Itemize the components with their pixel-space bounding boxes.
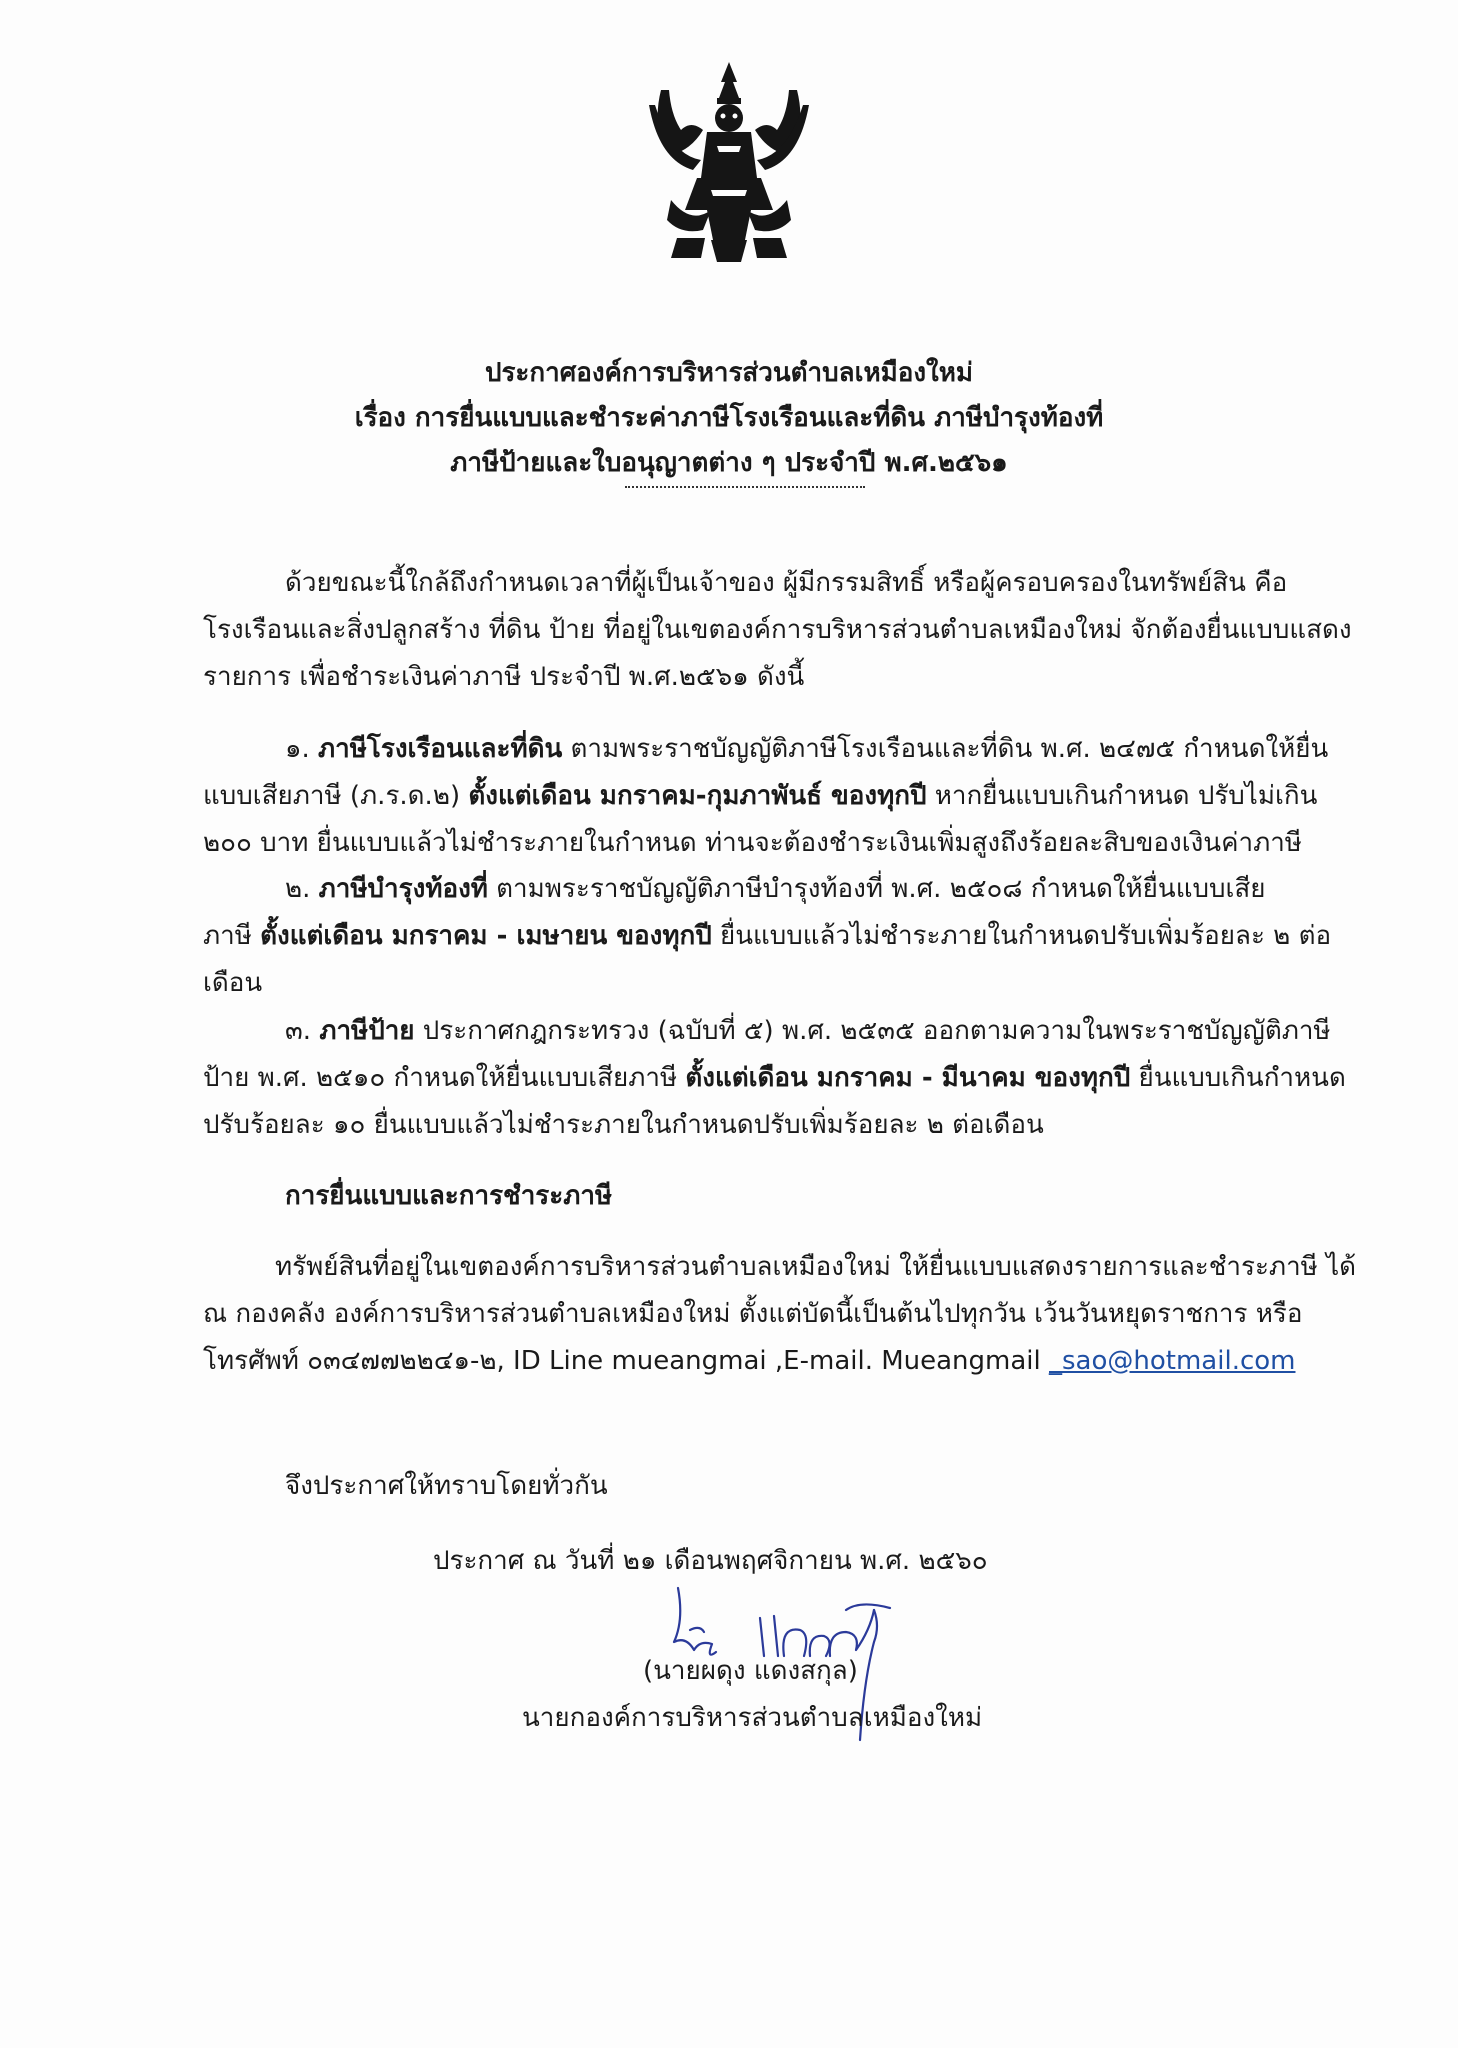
announcement-subject-cont: ภาษีป้ายและใบอนุญาตต่าง ๆ ประจำปี พ.ศ.๒๕๖๑ (450, 448, 1008, 478)
item2-line-1 (285, 868, 1265, 909)
item3-number: ๓. (285, 1016, 320, 1046)
filing-line-1: ทรัพย์สินที่อยู่ในเขตองค์การบริหารส่วนตำบลเหมืองใหม่ ให้ยื่นแบบแสดงรายการและชำระภาษี ได้ (275, 1252, 1357, 1282)
item3-period: ตั้งแต่เดือน มกราคม - มีนาคม ของทุกปี (685, 1063, 1131, 1093)
filing-line-3 (203, 1340, 1295, 1381)
item1-text: ตามพระราชบัญญัติภาษีโรงเรือนและที่ดิน พ.ศ. ๒๔๗๕ กำหนดให้ยื่น (562, 734, 1329, 764)
item1-line-2 (203, 775, 1317, 816)
email-link[interactable]: _sao@hotmail.com (1049, 1346, 1296, 1376)
announce-date: ประกาศ ณ วันที่ ๒๑ เดือนพฤศจิกายน พ.ศ. ๒๕๖๐ (433, 1546, 988, 1576)
item3-title: ภาษีป้าย (319, 1016, 415, 1046)
item1-number: ๑. (285, 734, 319, 764)
item1-text: แบบเสียภาษี (ภ.ร.ด.๒) (203, 781, 469, 811)
item2-text: ยื่นแบบแล้วไม่ชำระภายในกำหนดปรับเพิ่มร้อยละ ๒ ต่อ (711, 921, 1332, 951)
item2-line-3: เดือน (203, 968, 263, 998)
filing-heading: การยื่นแบบและการชำระภาษี (285, 1181, 613, 1211)
item1-period: ตั้งแต่เดือน มกราคม-กุมภาพันธ์ ของทุกปี (468, 781, 927, 811)
item2-line-2 (203, 915, 1331, 956)
item2-text: ภาษี (203, 921, 261, 951)
garuda-emblem (641, 60, 817, 265)
item2-number: ๒. (285, 874, 319, 904)
item1-line-3: ๒๐๐ บาท ยื่นแบบแล้วไม่ชำระภายในกำหนด ท่านจะต้องชำระเงินเพิ่มสูงถึงร้อยละสิบของเงินค่าภาษี (203, 828, 1302, 858)
item2-period: ตั้งแต่เดือน มกราคม - เมษายน ของทุกปี (260, 921, 712, 951)
item2-text: ตามพระราชบัญญัติภาษีบำรุงท้องที่ พ.ศ. ๒๕๐๘ กำหนดให้ยื่นแบบเสีย (487, 874, 1266, 904)
filing-line-2: ณ กองคลัง องค์การบริหารส่วนตำบลเหมืองใหม่ ตั้งแต่บัดนี้เป็นต้นไปทุกวัน เว้นวันหยุดราชการ หรือ (203, 1299, 1303, 1329)
item3-line-1 (285, 1010, 1331, 1051)
item3-text: ประกาศกฎกระทรวง (ฉบับที่ ๕) พ.ศ. ๒๕๓๕ ออกตามความในพระราชบัญญัติภาษี (414, 1016, 1331, 1046)
item3-line-2 (203, 1057, 1346, 1098)
item1-text: หากยื่นแบบเกินกำหนด ปรับไม่เกิน (926, 781, 1318, 811)
intro-line-1: ด้วยขณะนี้ใกล้ถึงกำหนดเวลาที่ผู้เป็นเจ้าของ ผู้มีกรรมสิทธิ์ หรือผู้ครอบครองในทรัพย์สิน คือ (285, 568, 1288, 598)
signer-position: นายกองค์การบริหารส่วนตำบลเหมืองใหม่ (522, 1703, 983, 1733)
item3-text: ยื่นแบบเกินกำหนด (1130, 1063, 1346, 1093)
announcement-subject: เรื่อง การยื่นแบบและชำระค่าภาษีโรงเรือนและที่ดิน ภาษีบำรุงท้องที่ (354, 403, 1104, 433)
intro-line-2: โรงเรือนและสิ่งปลูกสร้าง ที่ดิน ป้าย ที่อยู่ในเขตองค์การบริหารส่วนตำบลเหมืองใหม่ จักต้องยื่นแบบแสดง (203, 615, 1352, 645)
intro-line-3: รายการ เพื่อชำระเงินค่าภาษี ประจำปี พ.ศ.๒๕๖๑ ดังนี้ (203, 662, 805, 692)
announcement-title: ประกาศองค์การบริหารส่วนตำบลเหมืองใหม่ (484, 358, 974, 388)
item1-title: ภาษีโรงเรือนและที่ดิน (318, 734, 563, 764)
signer-name: (นายผดุง แดงสกุล) (643, 1656, 858, 1686)
item1-line-1 (285, 728, 1328, 769)
announce-line: จึงประกาศให้ทราบโดยทั่วกัน (285, 1471, 608, 1501)
item2-title: ภาษีบำรุงท้องที่ (318, 874, 488, 904)
item3-text: ป้าย พ.ศ. ๒๕๑๐ กำหนดให้ยื่นแบบเสียภาษี (203, 1063, 686, 1093)
separator-dots (625, 486, 865, 488)
item3-line-3: ปรับร้อยละ ๑๐ ยื่นแบบแล้วไม่ชำระภายในกำหนดปรับเพิ่มร้อยละ ๒ ต่อเดือน (203, 1110, 1044, 1140)
contact-info: โทรศัพท์ ๐๓๔๗๗๒๒๔๑-๒, ID Line mueangmai ,E-mail. Mueangmail (203, 1346, 1050, 1376)
